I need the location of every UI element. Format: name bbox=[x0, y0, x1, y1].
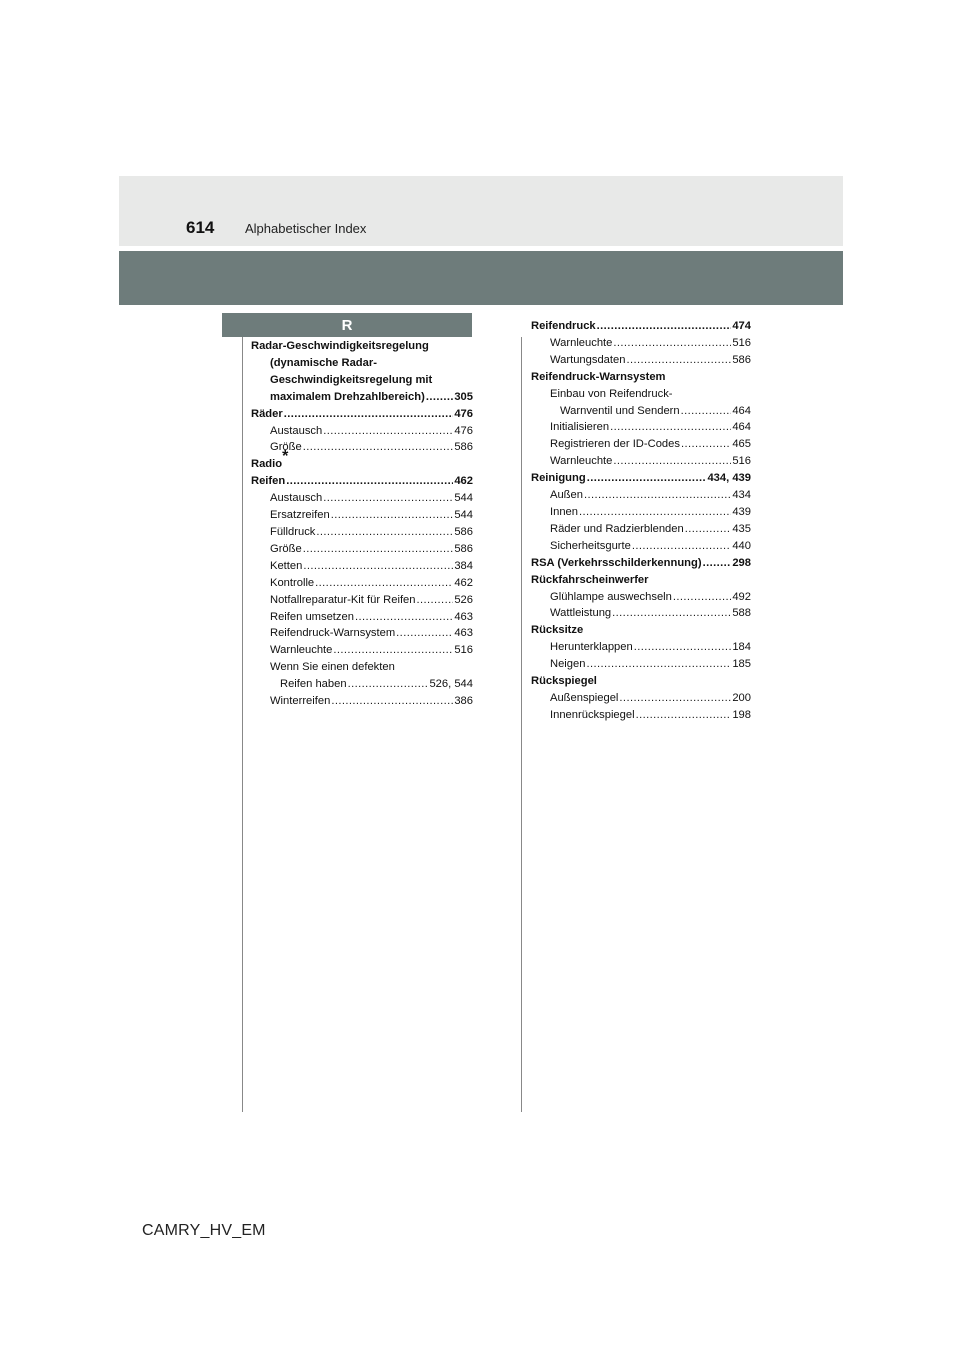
page-ref: 463 bbox=[454, 627, 473, 640]
index-entry-main: Rückfahrscheinwerfer bbox=[531, 573, 649, 586]
index-entry-sub[interactable]: Innenrückspiegel ..... 198 bbox=[531, 707, 751, 724]
index-entry-continuation[interactable]: Warnventil und Sendern ..... 464 bbox=[531, 403, 751, 420]
page-ref: 465 bbox=[732, 438, 751, 451]
index-entry-main[interactable]: Reifendruck ..... 474 bbox=[531, 318, 751, 335]
index-entry-sub[interactable]: Reifen umsetzen ..... 463 bbox=[251, 609, 473, 626]
index-entry-sub[interactable]: Warnleuchte ..... 516 bbox=[531, 453, 751, 470]
page-ref: 298 bbox=[732, 556, 751, 569]
page-ref: 440 bbox=[732, 539, 751, 552]
page-ref: 184 bbox=[732, 641, 751, 654]
index-entry-sub[interactable]: Ketten ..... 384 bbox=[251, 558, 473, 575]
index-entry-sub[interactable]: Herunterklappen ..... 184 bbox=[531, 639, 751, 656]
page-ref: 198 bbox=[732, 708, 751, 721]
index-column-1 bbox=[251, 338, 473, 710]
page-ref: 200 bbox=[732, 691, 751, 704]
page-ref: 586 bbox=[454, 542, 473, 555]
page-ref: 462 bbox=[454, 576, 473, 589]
column-divider-left bbox=[242, 337, 243, 1112]
page-ref: 434, 439 bbox=[707, 472, 751, 485]
index-column-2 bbox=[531, 318, 751, 724]
index-entry-main[interactable]: Reifen ..... 462 bbox=[251, 473, 473, 490]
section-letter-bar bbox=[222, 313, 472, 337]
index-entry-sub[interactable]: Austausch ..... 476 bbox=[251, 423, 473, 440]
index-entry-sub[interactable]: Notfallreparatur-Kit für Reifen ..... 526 bbox=[251, 592, 473, 609]
page-ref: 305 bbox=[454, 390, 473, 403]
index-entry-sub: Wenn Sie einen defekten bbox=[270, 661, 395, 674]
page-ref: 544 bbox=[454, 492, 473, 505]
index-entry-sub[interactable]: Größe ..... 586 bbox=[251, 541, 473, 558]
header-band bbox=[119, 176, 843, 246]
index-entry-main: Radio* bbox=[251, 448, 289, 471]
page-ref: 185 bbox=[732, 658, 751, 671]
index-entry-sub[interactable]: Fülldruck ..... 586 bbox=[251, 524, 473, 541]
page-ref: 464 bbox=[732, 421, 751, 434]
index-entry-sub[interactable]: Austausch ..... 544 bbox=[251, 490, 473, 507]
index-entry-sub[interactable]: Wartungsdaten ..... 586 bbox=[531, 352, 751, 369]
index-entry-main: Reifendruck-Warnsystem bbox=[531, 370, 666, 383]
footnote-asterisk: * bbox=[282, 448, 289, 466]
index-entry-continuation[interactable]: Reifen haben ..... 526, 544 bbox=[251, 676, 473, 693]
page-ref: 588 bbox=[732, 607, 751, 620]
page-ref: 463 bbox=[454, 610, 473, 623]
index-entry-sub[interactable]: Reifendruck-Warnsystem ..... 463 bbox=[251, 625, 473, 642]
page-ref: 516 bbox=[732, 455, 751, 468]
index-entry-sub[interactable]: Außen ..... 434 bbox=[531, 487, 751, 504]
column-divider-middle bbox=[521, 337, 522, 1112]
index-entry-sub[interactable]: Neigen ..... 185 bbox=[531, 656, 751, 673]
index-entry-sub[interactable]: Kontrolle ..... 462 bbox=[251, 575, 473, 592]
header-title: Alphabetischer Index bbox=[245, 221, 367, 236]
page-ref: 526, 544 bbox=[429, 678, 473, 691]
index-entry-continuation: (dynamische Radar- bbox=[270, 356, 377, 369]
header-dark-bar bbox=[119, 251, 843, 305]
page-ref: 544 bbox=[454, 509, 473, 522]
page-ref: 439 bbox=[732, 505, 751, 518]
index-entry-main[interactable]: Räder ..... 476 bbox=[251, 406, 473, 423]
index-entry-sub[interactable]: Winterreifen ..... 386 bbox=[251, 693, 473, 710]
page-ref: 476 bbox=[454, 424, 473, 437]
page-ref: 435 bbox=[732, 522, 751, 535]
page-ref: 386 bbox=[454, 695, 473, 708]
index-entry-sub[interactable]: Innen ..... 439 bbox=[531, 504, 751, 521]
index-entry-sub[interactable]: Außenspiegel ..... 200 bbox=[531, 690, 751, 707]
index-entry-sub[interactable]: Warnleuchte ..... 516 bbox=[251, 642, 473, 659]
index-entry-continuation[interactable]: maximalem Drehzahlbereich) ..... 305 bbox=[251, 389, 473, 406]
page-ref: 586 bbox=[732, 353, 751, 366]
index-entry-main: Rückspiegel bbox=[531, 675, 597, 688]
index-entry-main[interactable]: Reinigung ..... 434, 439 bbox=[531, 470, 751, 487]
index-entry-sub[interactable]: Initialisieren ..... 464 bbox=[531, 419, 751, 436]
index-entry-main[interactable]: RSA (Verkehrsschilderkennung) ..... 298 bbox=[531, 555, 751, 572]
footer-doc-code: CAMRY_HV_EM bbox=[142, 1222, 266, 1239]
page-ref: 462 bbox=[454, 475, 473, 488]
index-entry-sub[interactable]: Räder und Radzierblenden ..... 435 bbox=[531, 521, 751, 538]
page-ref: 526 bbox=[454, 593, 473, 606]
index-entry-sub[interactable]: Glühlampe auswechseln ..... 492 bbox=[531, 589, 751, 606]
page-ref: 492 bbox=[732, 590, 751, 603]
index-entry-main: Rücksitze bbox=[531, 624, 584, 637]
page-ref: 474 bbox=[732, 320, 751, 332]
page-ref: 434 bbox=[732, 489, 751, 502]
index-entry-main: Radar-Geschwindigkeitsregelung bbox=[251, 340, 429, 352]
page-ref: 384 bbox=[454, 559, 473, 572]
page-ref: 586 bbox=[454, 525, 473, 538]
index-entry-sub: Einbau von Reifendruck- bbox=[550, 387, 673, 400]
index-entry-sub[interactable]: Ersatzreifen ..... 544 bbox=[251, 507, 473, 524]
page-ref: 516 bbox=[732, 336, 751, 349]
page-ref: 516 bbox=[454, 644, 473, 657]
index-entry-sub[interactable]: Registrieren der ID-Codes ..... 465 bbox=[531, 436, 751, 453]
page-ref: 464 bbox=[732, 404, 751, 417]
page-number: 614 bbox=[186, 218, 215, 237]
index-entry-sub[interactable]: Sicherheitsgurte ..... 440 bbox=[531, 538, 751, 555]
section-letter: R bbox=[341, 316, 353, 334]
index-entry-sub[interactable]: Wattleistung ..... 588 bbox=[531, 605, 751, 622]
page-ref: 476 bbox=[454, 407, 473, 420]
index-entry-sub[interactable]: Warnleuchte ..... 516 bbox=[531, 335, 751, 352]
index-entry-sub[interactable]: Größe ..... 586 bbox=[251, 439, 473, 456]
page-ref: 586 bbox=[454, 441, 473, 454]
index-entry-continuation: Geschwindigkeitsregelung mit bbox=[270, 373, 433, 386]
